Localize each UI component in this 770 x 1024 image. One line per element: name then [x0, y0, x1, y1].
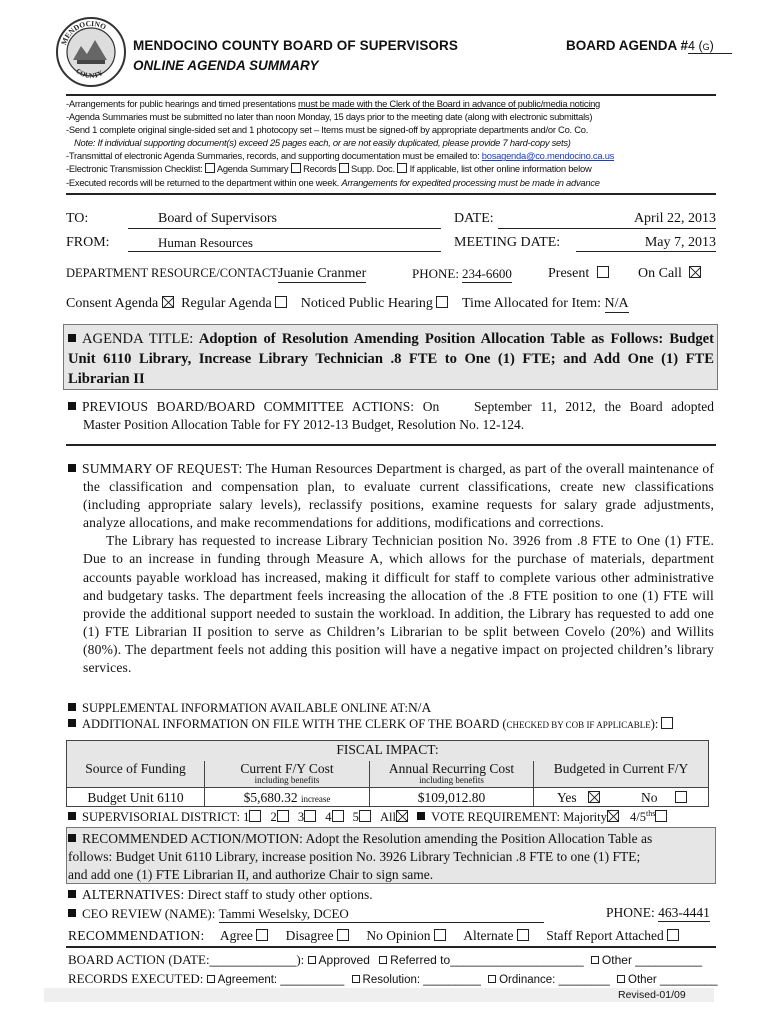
fiscal-impact-table [66, 740, 709, 807]
fiscal-source: Budget Unit 6110 [87, 790, 184, 805]
disagree-checkbox[interactable] [337, 929, 349, 941]
agenda-title [68, 329, 714, 389]
instruction-line: -Executed records will be returned to the department within one week. Arrangements for expedited processing must be made in advance [66, 176, 600, 188]
fiscal-subheader: including benefits [254, 775, 320, 785]
present-checkbox[interactable] [597, 266, 609, 278]
district-all-checkbox[interactable] [396, 810, 408, 822]
fiscal-recurring-cost: $109,012.80 [417, 790, 486, 805]
fourfifths-checkbox[interactable] [655, 810, 667, 822]
budgeted-yes-checkbox[interactable] [588, 791, 600, 803]
additional-info: ADDITIONAL INFORMATION ON FILE WITH THE CLERK OF THE BOARD (CHECKED BY COB IF APPLICABLE): [68, 717, 673, 732]
email-link[interactable]: bosagenda@co.mendocino.ca.us [481, 150, 615, 162]
previous-actions-text: Master Position Allocation Table for FY 2012-13 Budget, Resolution No. 12-124. [83, 417, 525, 432]
checklist-checkbox[interactable] [339, 163, 349, 173]
fiscal-current-cost: $5,680.32 increase [243, 790, 331, 805]
summary-request [68, 460, 714, 677]
district-1-checkbox[interactable] [249, 810, 261, 822]
alternatives-text: Direct staff to study other options. [187, 887, 373, 902]
budgeted-no: No [641, 790, 687, 806]
fiscal-header: Annual Recurring Cost [388, 761, 515, 776]
present-option [548, 266, 609, 282]
district-2-checkbox[interactable] [277, 810, 289, 822]
present-label: Present [548, 266, 590, 281]
supplemental-value: N/A [407, 700, 432, 715]
budgeted-yes: Yes [557, 790, 600, 806]
previous-actions-text: On September 11, 2012, the Board adopted [422, 399, 715, 414]
recommended-text: follows: Budget Unit 6110 Library, increase position No. 3926 Library Technician .8 FTE to one (1) FTE; [68, 849, 641, 864]
to-field[interactable]: Board of Supervisors [128, 211, 441, 229]
instruction-line: -Send 1 complete original single-sided set and 1 photocopy set – Items must be signed-off by appropriate departments and/or Co. Co. [66, 124, 589, 136]
ceo-review-label: CEO REVIEW (NAME): [82, 906, 216, 921]
fiscal-header: Budgeted in Current F/Y [553, 761, 689, 776]
agreement-checkbox[interactable] [207, 975, 215, 983]
alternatives-label: ALTERNATIVES: [82, 887, 185, 902]
ceo-review-name[interactable]: Tammi Weselsky, DCEO [219, 906, 544, 923]
fiscal-impact-title: FISCAL IMPACT: [336, 742, 439, 757]
oncall-label: On Call [638, 266, 682, 281]
ordinance-checkbox[interactable] [488, 975, 496, 983]
svg-text:COUNTY: COUNTY [74, 66, 105, 81]
meeting-date-field[interactable]: May 7, 2013 [576, 235, 716, 252]
consent-label: Consent Agenda [66, 296, 159, 311]
summary-label: SUMMARY OF REQUEST: [82, 461, 243, 476]
district-5-checkbox[interactable] [359, 810, 371, 822]
oncall-option [638, 266, 701, 282]
time-allocated-value[interactable]: N/A [604, 296, 629, 311]
contact-field[interactable]: Juanie Cranmer [278, 266, 367, 281]
agenda-title-label: AGENDA TITLE: [82, 331, 194, 347]
instruction-line: -Agenda Summaries must be submitted no later than noon Monday, 15 days prior to the meeting date (along with electronic submittals) [66, 111, 593, 123]
instruction-note: Note: If individual supporting document(s) exceed 25 pages each, or are not easily duplicated, please provide 7 hard-copy sets) [74, 137, 571, 149]
supplemental-label: SUPPLEMENTAL INFORMATION AVAILABLE ONLINE AT: [82, 701, 408, 715]
summary-para-1 [68, 460, 714, 532]
svg-text:MENDOCINO: MENDOCINO [59, 18, 108, 47]
meeting-date-label: MEETING DATE: [454, 235, 561, 250]
instruction-line: -Arrangements for public hearings and timed presentations must be made with the Clerk of the Board in advance of public/media noticing [66, 98, 601, 109]
page-title: MENDOCINO COUNTY BOARD OF SUPERVISORS [133, 38, 458, 53]
from-label: FROM: [66, 235, 110, 250]
footer-band [44, 988, 714, 1002]
ceo-phone-value[interactable]: 463-4441 [658, 905, 710, 920]
records-executed-row: RECORDS EXECUTED: Agreement: __________ Resolution: _________ Ordinance: ________ Other _________ [68, 971, 718, 986]
revised-label: Revised-01/09 [618, 989, 686, 1001]
county-seal [55, 16, 127, 88]
from-field[interactable]: Human Resources [128, 235, 441, 252]
other-checkbox[interactable] [591, 956, 599, 964]
board-agenda-label: BOARD AGENDA # [566, 38, 689, 53]
summary-para-2: The Library has requested to increase Library Technician position No. 3926 from .8 FTE to One (1) FTE. Due to an increase in funding through Measure A, which allows for the purchase of materials, department accounts payable workload has increased, making it difficult for staff to complete various other administrative and budgetary tasks. The department feels increasing the allocation of the .8 FTE position to one (1) FTE will provide the additional support needed to sustain the workload. In addition, the Library has requested to add one (1) FTE Librarian II position to serve as Children’s Librarian to be split between Covelo (20%) and Willits (80%). The department feels not adding this position will have a negative impact on projected children’s library services. [83, 533, 714, 676]
no-opinion-checkbox[interactable] [434, 929, 446, 941]
previous-actions [68, 398, 714, 434]
noticed-checkbox[interactable] [436, 296, 448, 308]
date-field[interactable]: April 22, 2013 [498, 211, 716, 229]
supplemental-info [68, 700, 431, 716]
staff-report-checkbox[interactable] [667, 929, 679, 941]
fiscal-header: Current F/Y Cost [240, 761, 334, 776]
previous-actions-label: PREVIOUS BOARD/BOARD COMMITTEE ACTIONS: [82, 399, 415, 414]
ceo-phone-label: PHONE: [606, 905, 655, 920]
board-action-label: BOARD ACTION (DATE: [68, 952, 210, 967]
majority-checkbox[interactable] [607, 810, 619, 822]
instruction-line: -Transmittal of electronic Agenda Summaries, records, and supporting documentation must be emailed to: bosagenda@co.mendocino.ca.us [66, 150, 615, 162]
page-subtitle: ONLINE AGENDA SUMMARY [133, 58, 319, 73]
ceo-review [68, 906, 544, 923]
district-row: SUPERVISORIAL DISTRICT: 1 2 3 4 5 All VOTE REQUIREMENT: Majority $4/5^{ths}$ [68, 809, 667, 825]
alternate-checkbox[interactable] [517, 929, 529, 941]
agenda-type-row [66, 296, 629, 313]
fiscal-subheader: including benefits [419, 775, 484, 785]
budgeted-no-checkbox[interactable] [675, 791, 687, 803]
recommended-action [68, 830, 714, 884]
additional-label: ADDITIONAL INFORMATION ON FILE WITH THE CLERK OF THE BOARD ( [82, 717, 507, 731]
recommendation-label: RECOMMENDATION: [68, 928, 205, 943]
checklist-checkbox[interactable] [291, 163, 301, 173]
alternatives [68, 887, 373, 903]
records-executed-label: RECORDS EXECUTED: [68, 971, 204, 986]
checklist-checkbox[interactable] [205, 163, 215, 173]
previous-rule [66, 444, 716, 446]
district-label: SUPERVISORIAL DISTRICT: [82, 810, 240, 825]
records-other-checkbox[interactable] [617, 975, 625, 983]
phone-field[interactable]: 234-6600 [462, 266, 512, 281]
board-agenda-value: 4 (g) [688, 39, 732, 54]
agenda-title-text: Adoption of Resolution Amending Position Allocation Table as Follows: Budget Unit 6110 Library, Increase Library Technician .8 FTE to One (1) FTE; and Add One (1) FTE Librarian II [68, 331, 715, 387]
noticed-label: Noticed Public Hearing [300, 296, 433, 311]
vote-requirement-label: VOTE REQUIREMENT: [431, 810, 560, 825]
summary-text: The Human Resources Department is charged, as part of the overall maintenance of the classification and compensation plan, to evaluate current classifications, create new classifications (including appropriate salary levels), reclassify positions, examine requests for salary grade adjustments, analyze allocations, and make recommendations for additions, modifications and corrections. [83, 461, 714, 531]
district-4-checkbox[interactable] [332, 810, 344, 822]
date-label: DATE: [454, 211, 494, 226]
regular-checkbox[interactable] [275, 296, 287, 308]
resolution-checkbox[interactable] [352, 975, 360, 983]
oncall-checkbox[interactable] [689, 266, 701, 278]
instruction-checklist: -Electronic Transmission Checklist: Agenda Summary Records Supp. Doc. If applicable, list other online information below [66, 163, 592, 175]
phone-label: PHONE: [412, 266, 459, 281]
board-action-row: BOARD ACTION (DATE:_____________): Approved Referred to____________________ Other __________ [68, 952, 703, 967]
recommended-label: RECOMMENDED ACTION/MOTION: [82, 831, 303, 846]
board-agenda-number [566, 38, 732, 54]
approved-checkbox[interactable] [308, 956, 316, 964]
referred-checkbox[interactable] [379, 956, 387, 964]
recommendation-row: RECOMMENDATION: Agree Disagree No Opinion Alternate Staff Report Attached [68, 928, 679, 944]
time-allocated-label: Time Allocated for Item: [461, 296, 602, 311]
checklist-checkbox[interactable] [397, 163, 407, 173]
contact-label: DEPARTMENT RESOURCE/CONTACT: [66, 266, 281, 280]
instructions-block [66, 97, 726, 189]
recommended-text: Adopt the Resolution amending the Position Allocation Table as [305, 831, 653, 846]
ceo-phone [606, 905, 710, 922]
ceo-rule [66, 946, 716, 948]
agree-checkbox[interactable] [256, 929, 268, 941]
to-label: TO: [66, 211, 89, 226]
instructions-rule [66, 193, 716, 195]
district-3-checkbox[interactable] [304, 810, 316, 822]
header-rule [66, 94, 716, 96]
regular-label: Regular Agenda [181, 296, 272, 311]
consent-checkbox[interactable] [162, 296, 174, 308]
fiscal-header: Source of Funding [85, 761, 186, 776]
recommended-text: and add one (1) FTE Librarian II, and authorize Chair to sign same. [68, 867, 434, 882]
additional-checkbox[interactable] [661, 717, 673, 729]
